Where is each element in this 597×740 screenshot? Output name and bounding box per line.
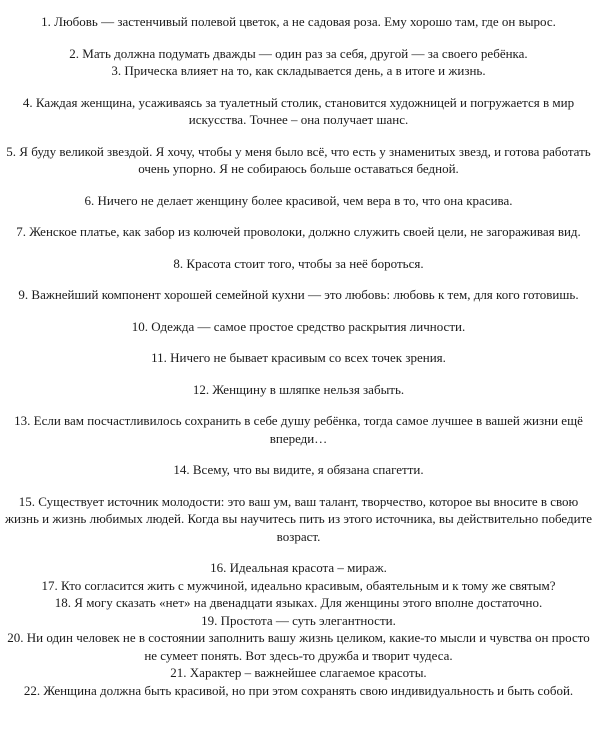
quote-item: 13. Если вам посчастливилось сохранить в себе душу ребёнка, тогда самое лучшее в вашей жизни ещё впереди… [14,413,583,446]
quote-item: 18. Я могу сказать «нет» на двенадцати языках. Для женщины этого вполне достаточно. [54,595,543,610]
quote-item: 11. Ничего не бывает красивым со всех точек зрения. [151,350,446,365]
quote-item: 15. Существует источник молодости: это ваш ум, ваш талант, творчество, которое вы вносите в свою жизнь и жизнь любимых людей. Когда вы научитесь пить из этого источника, вы действительно победите возраст. [4,493,593,544]
quote-item: 22. Женщина должна быть красивой, но при этом сохранять свою индивидуальность и быть собой. [23,682,574,698]
quote-item: 19. Простота — суть элегантности. [201,612,396,628]
quote-item: 1. Любовь — застенчивый полевой цветок, а не садовая роза. Ему хорошо там, где он вырос. [41,14,556,29]
quote-item: 17. Кто согласится жить с мужчиной, идеально красивым, обаятельным и к тому же святым? [41,577,556,593]
quote-item: 21. Характер – важнейшее слагаемое красоты. [170,665,427,680]
quote-item: 5. Я буду великой звездой. Я хочу, чтобы у меня было всё, что есть у знаменитых звезд, и готова работать очень упорно. Я не собираюсь больше оставаться бедной. [6,143,591,176]
quote-item: 12. Женщину в шляпке нельзя забыть. [192,381,405,397]
quote-item: 16. Идеальная красота – мираж. [210,560,387,575]
quote-item: 20. Ни один человек не в состоянии заполнить вашу жизнь целиком, какие-то мысли и чувства он просто не сумеет понять. Вот здесь-то дружба и творит чудеса. [7,630,590,663]
quote-item: 8. Красота стоит того, чтобы за неё бороться. [173,255,424,271]
quote-item: 7. Женское платье, как забор из колючей проволоки, должно служить своей цели, не загораживая вид. [16,224,581,239]
quote-item: 3. Прическа влияет на то, как складывается день, а в итоге и жизнь. [111,63,486,78]
quote-item: 6. Ничего не делает женщину более красивой, чем вера в то, что она красива. [84,192,513,208]
quotes-list [4,13,593,699]
quote-item: 2. Мать должна подумать дважды — один раз за себя, другой — за своего ребёнка. [69,45,528,61]
quote-item: 9. Важнейший компонент хорошей семейной кухни — это любовь: любовь к тем, для кого готовишь. [18,287,579,302]
quote-item: 10. Одежда — самое простое средство раскрытия личности. [131,318,466,334]
quote-item: 4. Каждая женщина, усаживаясь за туалетный столик, становится художницей и погружается в мир искусства. Точнее – она получает шанс. [22,94,575,127]
quote-item: 14. Всему, что вы видите, я обязана спагетти. [173,462,424,477]
